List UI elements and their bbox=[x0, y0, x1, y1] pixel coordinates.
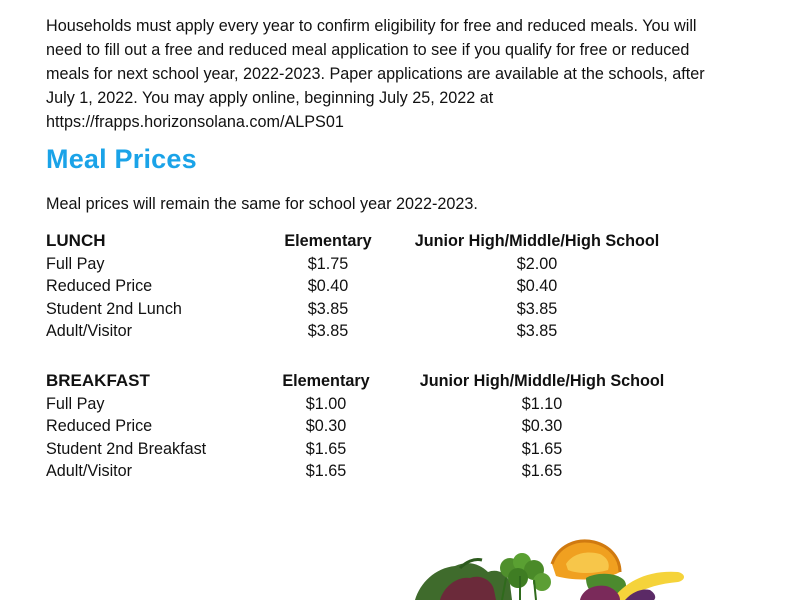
paragraph-line: Households must apply every year to confirm eligibility for free and reduced meals. You will bbox=[46, 17, 697, 35]
breakfast-section-title: BREAKFAST bbox=[46, 371, 150, 390]
paragraph-line: need to fill out a free and reduced meal application to see if you qualify for free or reduced bbox=[46, 41, 690, 59]
leafy-greens-icon bbox=[415, 559, 512, 600]
secondary-price: $0.30 bbox=[521, 417, 563, 435]
row-label: Adult/Visitor bbox=[46, 322, 133, 340]
elementary-price: $1.65 bbox=[305, 462, 347, 480]
application-url[interactable]: https://frapps.horizonsolana.com/ALPS01 bbox=[46, 113, 344, 131]
row-label: Reduced Price bbox=[46, 417, 153, 435]
row-label: Student 2nd Lunch bbox=[46, 299, 182, 318]
elementary-column-header: Elementary bbox=[282, 372, 370, 390]
elementary-price: $3.85 bbox=[307, 322, 349, 340]
cropped-heading-fragment bbox=[46, 0, 106, 6]
secondary-price: $3.85 bbox=[516, 299, 558, 318]
row-label: Full Pay bbox=[46, 394, 105, 413]
secondary-price: $1.65 bbox=[521, 462, 563, 480]
eligibility-paragraph bbox=[46, 14, 746, 134]
paragraph-line: meals for next school year, 2022-2023. Paper applications are available at the schools, after bbox=[46, 65, 705, 83]
secondary-price: $0.40 bbox=[516, 277, 558, 295]
elementary-price: $1.65 bbox=[305, 439, 347, 458]
elementary-price: $0.30 bbox=[305, 417, 347, 435]
elementary-price: $0.40 bbox=[307, 277, 349, 295]
row-label: Adult/Visitor bbox=[46, 462, 133, 480]
row-label: Reduced Price bbox=[46, 277, 153, 295]
meal-prices-note: Meal prices will remain the same for school year 2022-2023. bbox=[46, 195, 478, 213]
lunch-section-title: LUNCH bbox=[46, 231, 106, 250]
meal-prices-heading: Meal Prices bbox=[46, 144, 197, 174]
elementary-price: $3.85 bbox=[307, 299, 349, 318]
squash-icon bbox=[552, 541, 620, 579]
secondary-column-header: Junior High/Middle/High School bbox=[414, 232, 660, 250]
secondary-price: $1.65 bbox=[521, 439, 563, 458]
row-label: Student 2nd Breakfast bbox=[46, 439, 207, 458]
elementary-column-header: Elementary bbox=[284, 232, 372, 250]
secondary-price: $2.00 bbox=[516, 254, 558, 273]
secondary-price: $1.10 bbox=[521, 394, 563, 413]
vegetables-photo bbox=[410, 528, 799, 600]
elementary-price: $1.00 bbox=[305, 394, 347, 413]
row-label: Full Pay bbox=[46, 254, 105, 273]
secondary-price: $3.85 bbox=[516, 322, 558, 340]
paragraph-line: July 1, 2022. You may apply online, beginning July 25, 2022 at bbox=[46, 89, 494, 107]
secondary-column-header: Junior High/Middle/High School bbox=[419, 372, 665, 390]
elementary-price: $1.75 bbox=[307, 254, 349, 273]
